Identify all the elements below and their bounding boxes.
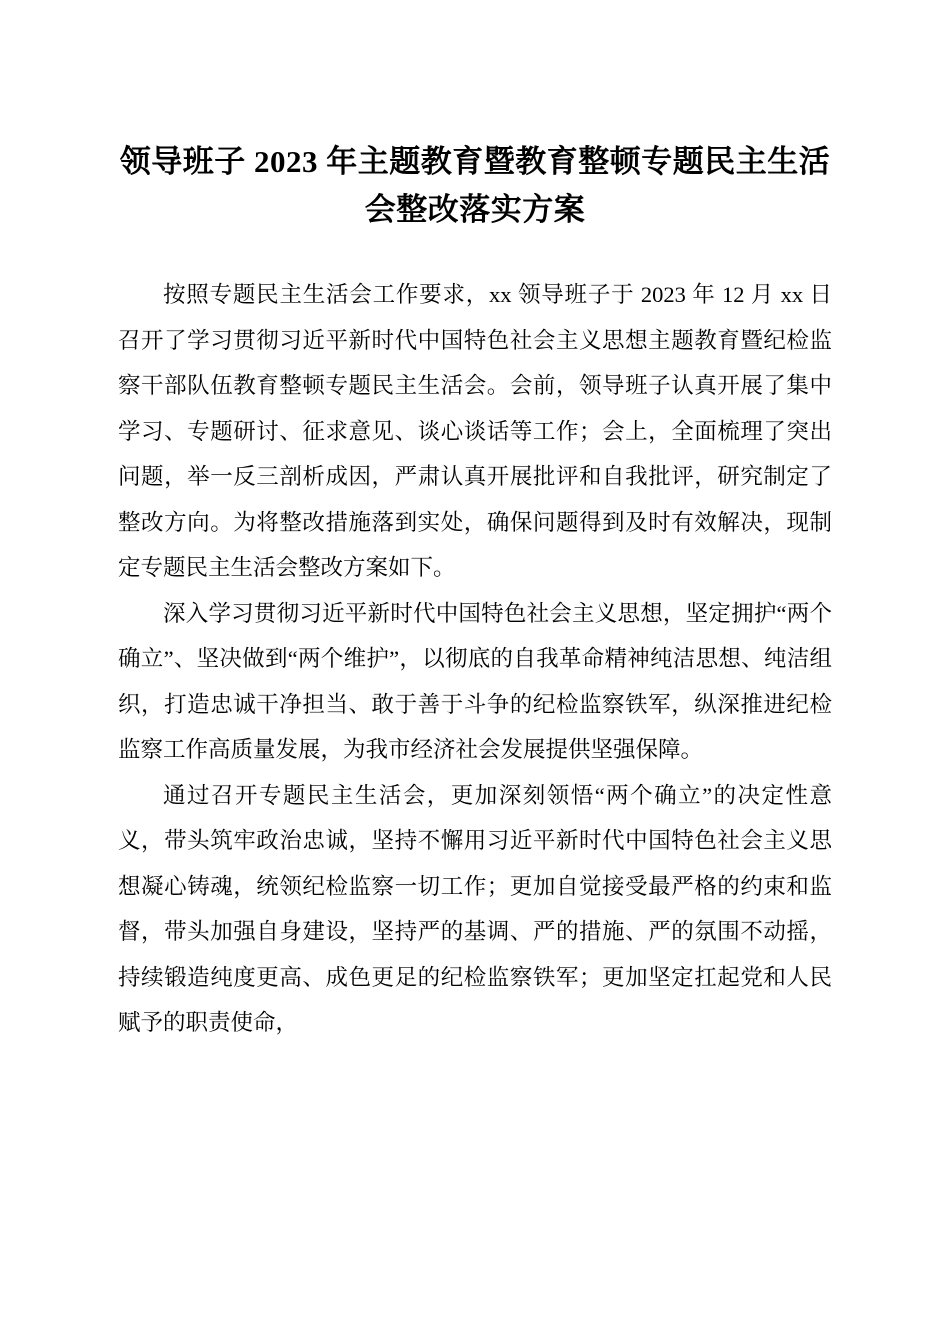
paragraph: 按照专题民主生活会工作要求，xx 领导班子于 2023 年 12 月 xx 日召开了学习贯彻习近平新时代中国特色社会主义思想主题教育暨纪检监察干部队伍教育整顿专题民主生活会。会前，领导班子认真开展了集中学习、专题研讨、征求意见、谈心谈话等工作；会上，全面梳理了突出问题，举一反三剖析成因，严肃认真开展批评和自我批评，研究制定了整改方向。为将整改措施落到实处，确保问题得到及时有效解决，现制定专题民主生活会整改方案如下。 [118, 282, 832, 581]
paragraph: 通过召开专题民主生活会，更加深刻领悟“两个确立”的决定性意义，带头筑牢政治忠诚，坚持不懈用习近平新时代中国特色社会主义思想凝心铸魂，统领纪检监察一切工作；更加自觉接受最严格的约束和监督，带头加强自身建设，坚持严的基调、严的措施、严的氛围不动摇，持续锻造纯度更高、成色更足的纪检监察铁军；更加坚定扛起党和人民赋予的职责使命， [118, 782, 832, 1036]
document-title: 领导班子 2023 年主题教育暨教育整顿专题民主生活会整改落实方案 [119, 144, 831, 228]
document-body [118, 272, 832, 1046]
paragraph: 深入学习贯彻习近平新时代中国特色社会主义思想，坚定拥护“两个确立”、坚决做到“两个维护”，以彻底的自我革命精神纯洁思想、纯洁组织，打造忠诚干净担当、敢于善于斗争的纪检监察铁军，纵深推进纪检监察工作高质量发展，为我市经济社会发展提供坚强保障。 [118, 600, 832, 763]
